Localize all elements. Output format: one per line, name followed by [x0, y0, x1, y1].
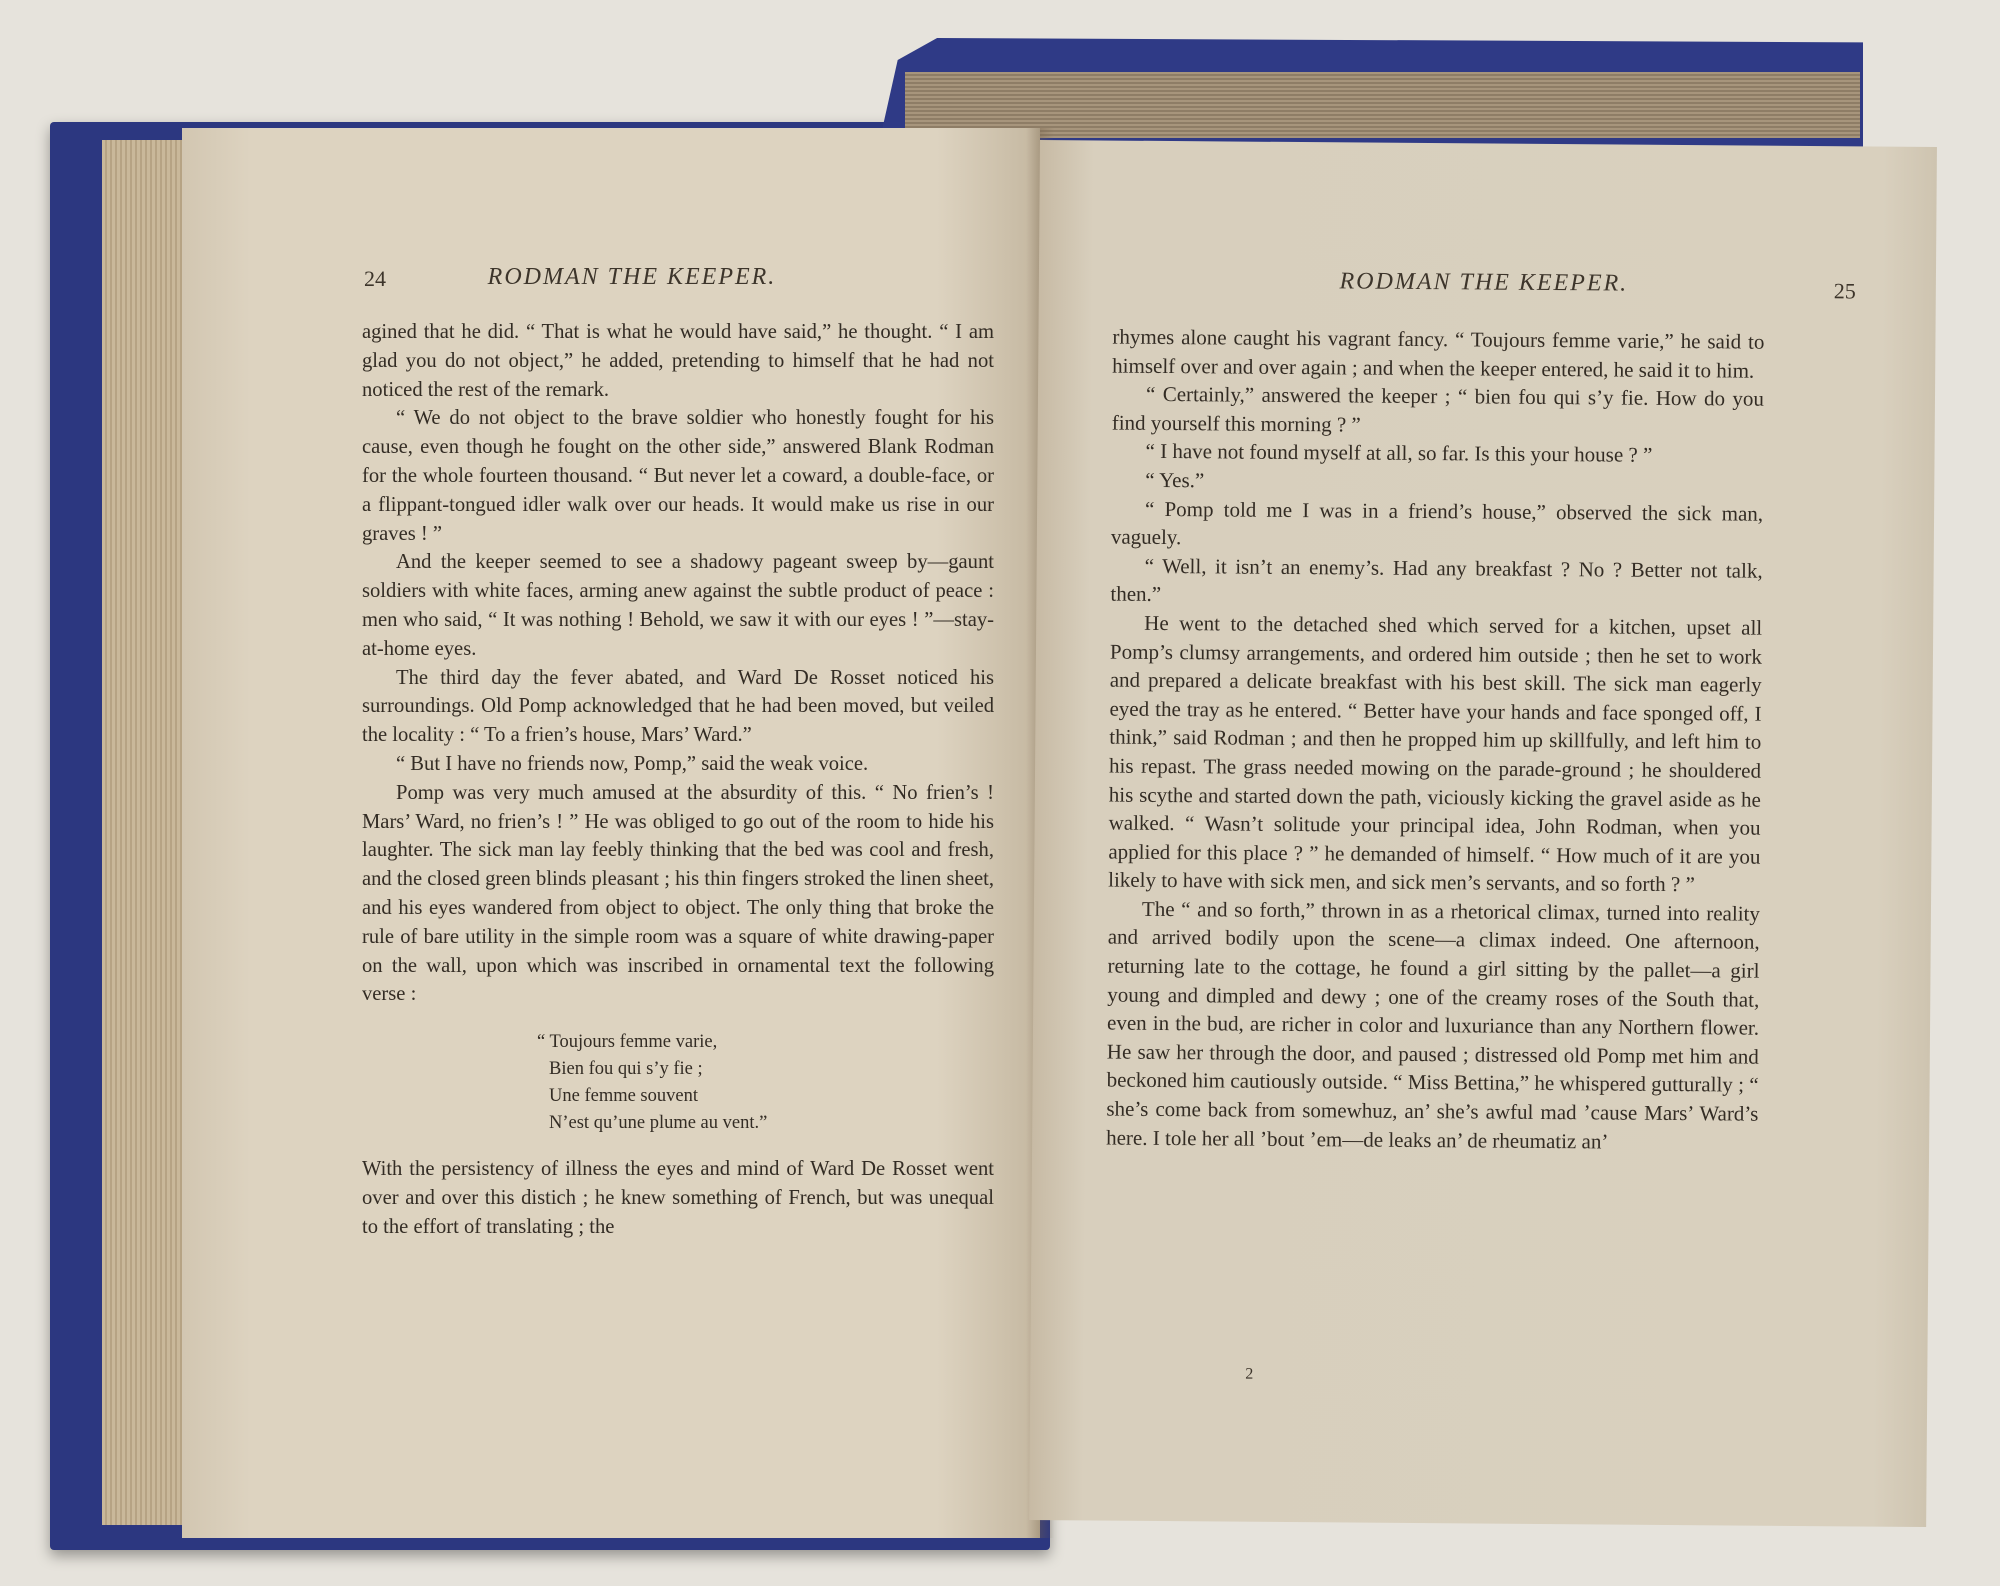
paragraph: “ Pomp told me I was in a friend’s house,” observed the sick man, vaguely.: [1110, 496, 1764, 550]
page-number-right: 25: [1833, 278, 1856, 304]
verse-line: N’est qu’une plume au vent.”: [549, 1113, 768, 1134]
paragraph: “ Yes.”: [1145, 467, 1205, 493]
paragraph: The “ and so forth,” thrown in as a rhetorical climax, turned into reality and arrived bodily upon the scene—a climax indeed. One afternoon, returning late to the cottage, he found a girl sitting by the pallet—a girl young and dimpled and dewy ; one of the creamy roses of the South that, even in the bud, are richer in color and luxuriance than any Northern flower. He saw her through the door, and paused ; distressed old Pomp met him and beckoned him cautiously outside. “ Miss Bettina,” he whispered gutturally ; “ she’s come back from somewhuz, an’ she’s awful mad ’cause Mars’ Ward’s here. I tole her all ’bout ’em—de leaks an’ de rheumatiz an’: [1106, 896, 1761, 1154]
verse-line: “ Toujours femme varie,: [537, 1032, 718, 1053]
verse-line: Une femme souvent: [549, 1086, 698, 1107]
paragraph: The third day the fever abated, and Ward De Rosset noticed his surroundings. Old Pomp acknowledged that he had been moved, but veiled the locality : “ To a frien’s house, Mars’ Ward.”: [362, 666, 994, 747]
right-page-text: [1106, 323, 1764, 1157]
paragraph: Pomp was very much amused at the absurdity of this. “ No frien’s ! Mars’ Ward, no frien’s ! ” He was obliged to go out of the room to hide his laughter. The sick man lay feebly thinking that the bed was cool and fresh, and the closed green blinds pleasant ; his thin fingers stroked the linen sheet, and his eyes wandered from object to object. The only thing that broke the rule of bare utility in the simple room was a square of white drawing-paper on the wall, upon which was inscribed in ornamental text the following verse :: [362, 781, 994, 1006]
page-number-left: 24: [364, 266, 386, 291]
paragraph: He went to the detached shed which served for a kitchen, upset all Pomp’s clumsy arrangements, and ordered him outside ; then he set to work and prepared a delicate breakfast with his best skill. The sick man eagerly eyed the tray as he entered. “ Better have your hands and face sponged off, I think,” said Rodman ; and then he propped him up skillfully, and left him to his repast. The grass needed mowing on the parade-ground ; he shouldered his scythe and started down the path, viciously kicking the gravel aside as he walked. “ Wasn’t solitude your principal idea, John Rodman, when you applied for this place ? ” he demanded of himself. “ How much of it are you likely to have with sick men, and sick men’s servants, and so forth ? ”: [1108, 610, 1763, 897]
paragraph: “ Certainly,” answered the keeper ; “ bien fou qui s’y fie. How do you find yourself this morning ? ”: [1111, 382, 1765, 437]
paragraph: “ Well, it isn’t an enemy’s. Had any breakfast ? No ? Better not talk, then.”: [1110, 553, 1763, 607]
paragraph: “ But I have no friends now, Pomp,” said the weak voice.: [396, 752, 869, 775]
paragraph: agined that he did. “ That is what he would have said,” he thought. “ I am glad you do not object,” he added, pretending to himself that he had not noticed the rest of the remark.: [362, 321, 994, 401]
left-page-text: [362, 318, 994, 1242]
signature-mark: 2: [1245, 1365, 1254, 1383]
right-page: [1029, 140, 1937, 1527]
paragraph: With the persistency of illness the eyes and mind of Ward De Rosset went over and over this distich ; he knew something of French, but was unequal to the effort of translating ; the: [362, 1158, 994, 1238]
paragraph: “ We do not object to the brave soldier who honestly fought for his cause, even though he fought on the other side,” answered Blank Rodman for the whole fourteen thousand. “ But never let a coward, a double-face, or a flippant-tongued idler walk over our heads. It would make us rise in our graves ! ”: [362, 407, 994, 545]
running-head-right: RODMAN THE KEEPER.: [1339, 268, 1629, 297]
left-page: [182, 128, 1040, 1538]
paragraph: And the keeper seemed to see a shadowy pageant sweep by—gaunt soldiers with white faces, arming anew against the subtle product of peace : men who said, “ It was nothing ! Behold, we saw it with our eyes ! ”—stay-at-home eyes.: [362, 551, 994, 660]
running-head-left: RODMAN THE KEEPER.: [487, 264, 777, 290]
verse-line: Bien fou qui s’y fie ;: [549, 1059, 703, 1080]
verse-block: [537, 1029, 994, 1137]
paragraph: rhymes alone caught his vagrant fancy. “ Toujours femme varie,” he said to himself over and over again ; and when the keeper entered, he said it to him.: [1112, 324, 1765, 383]
paragraph: “ I have not found myself at all, so far. Is this your house ? ”: [1145, 439, 1653, 468]
